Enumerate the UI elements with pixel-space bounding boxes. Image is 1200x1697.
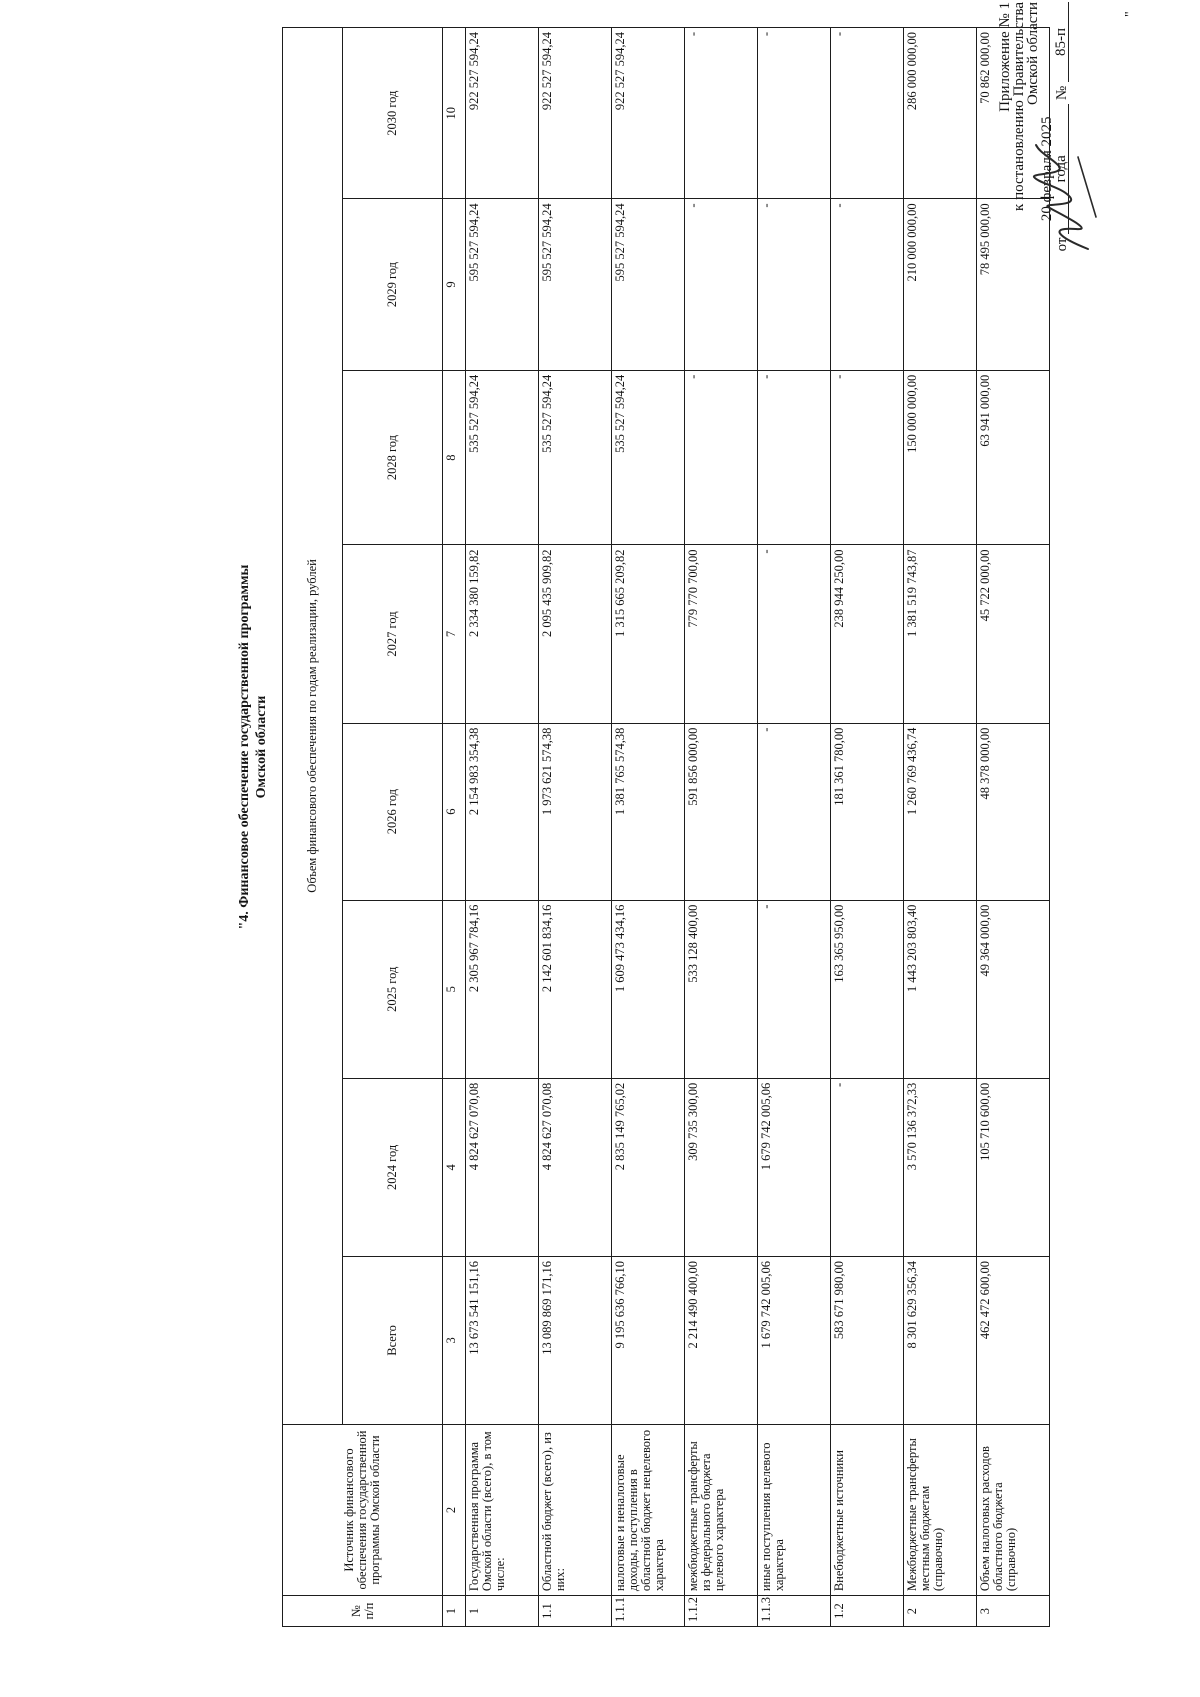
cell-value: 70 862 000,00 xyxy=(977,28,1050,199)
cell-value: 2 334 380 159,82 xyxy=(466,545,539,723)
cell-value: - xyxy=(685,370,758,545)
header-year: 2028 год xyxy=(343,370,443,545)
cell-value: 1 260 769 436,74 xyxy=(904,723,977,900)
column-number: 4 xyxy=(443,1078,466,1256)
cell-value: - xyxy=(831,1078,904,1256)
appendix-label: Приложение № 1 xyxy=(997,2,1013,112)
page-title xyxy=(236,397,270,1097)
cell-value: 1 443 203 803,40 xyxy=(904,900,977,1078)
cell-value: 2 835 149 765,02 xyxy=(612,1078,685,1256)
cell-value: - xyxy=(758,199,831,370)
row-source: иные поступления целевого характера xyxy=(758,1424,831,1595)
row-source: межбюджетные трансферты из федерального бюджета целевого характера xyxy=(685,1424,758,1595)
cell-value: 2 142 601 834,16 xyxy=(539,900,612,1078)
title-line-2: Омской области xyxy=(254,695,269,799)
cell-value: 535 527 594,24 xyxy=(539,370,612,545)
column-number: 9 xyxy=(443,199,466,370)
table-row xyxy=(539,28,612,1627)
column-number-row xyxy=(443,28,466,1627)
column-number: 1 xyxy=(443,1596,466,1627)
row-source: Внебюджетные источники xyxy=(831,1424,904,1595)
cell-value: 238 944 250,00 xyxy=(831,545,904,723)
table-row xyxy=(758,28,831,1627)
table-row xyxy=(612,28,685,1627)
cell-value: 595 527 594,24 xyxy=(612,199,685,370)
cell-value: 309 735 300,00 xyxy=(685,1078,758,1256)
cell-value: 535 527 594,24 xyxy=(612,370,685,545)
header-year: 2025 год xyxy=(343,900,443,1078)
column-number: 8 xyxy=(443,370,466,545)
cell-value: 8 301 629 356,34 xyxy=(904,1256,977,1424)
cell-value: 533 128 400,00 xyxy=(685,900,758,1078)
row-source: Межбюджетные трансферты местным бюджетам (справочно) xyxy=(904,1424,977,1595)
cell-value: 49 364 000,00 xyxy=(977,900,1050,1078)
cell-value: 210 000 000,00 xyxy=(904,199,977,370)
header-group: Объем финансового обеспечения по годам реализации, рублей xyxy=(283,28,343,1425)
cell-value: 1 381 765 574,38 xyxy=(612,723,685,900)
header-number: № п/п xyxy=(283,1596,443,1627)
cell-value: 181 361 780,00 xyxy=(831,723,904,900)
cell-value: 63 941 000,00 xyxy=(977,370,1050,545)
date-prefix: от xyxy=(1054,237,1070,252)
cell-value: 286 000 000,00 xyxy=(904,28,977,199)
row-number: 1.1.2 xyxy=(685,1596,758,1627)
cell-value: 2 154 983 354,38 xyxy=(466,723,539,900)
cell-value: 9 195 636 766,10 xyxy=(612,1256,685,1424)
header-source: Источник финансового обеспечения государственной программы Омской области xyxy=(283,1424,443,1595)
cell-value: 48 378 000,00 xyxy=(977,723,1050,900)
row-number: 1 xyxy=(466,1596,539,1627)
cell-value: 13 673 541 151,16 xyxy=(466,1256,539,1424)
cell-value: - xyxy=(758,723,831,900)
cell-value: 595 527 594,24 xyxy=(539,199,612,370)
resolution-date: 20 февраля 2025 года xyxy=(1040,104,1069,234)
number-prefix: № xyxy=(1054,85,1070,101)
title-line-1: "4. Финансовое обеспечение государственной программы xyxy=(237,564,252,930)
row-number: 3 xyxy=(977,1596,1050,1627)
cell-value: - xyxy=(831,199,904,370)
resolution-label: к постановлению Правительства Омской области xyxy=(1011,2,1041,211)
cell-value: 591 856 000,00 xyxy=(685,723,758,900)
column-number: 10 xyxy=(443,28,466,199)
column-number: 5 xyxy=(443,900,466,1078)
row-source: Государственная программа Омской области (всего), в том числе: xyxy=(466,1424,539,1595)
cell-value: - xyxy=(758,545,831,723)
cell-value: 45 722 000,00 xyxy=(977,545,1050,723)
header-year: 2024 год xyxy=(343,1078,443,1256)
cell-value: 4 824 627 070,08 xyxy=(466,1078,539,1256)
header-year: 2026 год xyxy=(343,723,443,900)
cell-value: 2 214 490 400,00 xyxy=(685,1256,758,1424)
cell-value: - xyxy=(831,28,904,199)
table-row xyxy=(977,28,1050,1627)
table-row xyxy=(466,28,539,1627)
column-number: 6 xyxy=(443,723,466,900)
row-number: 1.1.3 xyxy=(758,1596,831,1627)
cell-value: 163 365 950,00 xyxy=(831,900,904,1078)
cell-value: 105 710 600,00 xyxy=(977,1078,1050,1256)
cell-value: 922 527 594,24 xyxy=(539,28,612,199)
cell-value: 4 824 627 070,08 xyxy=(539,1078,612,1256)
cell-value: 595 527 594,24 xyxy=(466,199,539,370)
cell-value: 1 381 519 743,87 xyxy=(904,545,977,723)
table-row xyxy=(831,28,904,1627)
row-number: 1.1 xyxy=(539,1596,612,1627)
column-number: 7 xyxy=(443,545,466,723)
cell-value: 583 671 980,00 xyxy=(831,1256,904,1424)
cell-value: 535 527 594,24 xyxy=(466,370,539,545)
cell-value: 1 609 473 434,16 xyxy=(612,900,685,1078)
cell-value: 1 315 665 209,82 xyxy=(612,545,685,723)
cell-value: - xyxy=(758,28,831,199)
cell-value: 1 679 742 005,06 xyxy=(758,1078,831,1256)
cell-value: 1 973 621 574,38 xyxy=(539,723,612,900)
row-number: 1.2 xyxy=(831,1596,904,1627)
cell-value: 3 570 136 372,33 xyxy=(904,1078,977,1256)
cell-value: 78 495 000,00 xyxy=(977,199,1050,370)
table-row xyxy=(904,28,977,1627)
cell-value: 2 095 435 909,82 xyxy=(539,545,612,723)
table-header-row-2 xyxy=(343,28,443,1627)
table-header-row-1 xyxy=(283,28,343,1627)
header-year: Всего xyxy=(343,1256,443,1424)
row-number: 2 xyxy=(904,1596,977,1627)
cell-value: - xyxy=(685,199,758,370)
cell-value: - xyxy=(758,900,831,1078)
row-number: 1.1.1 xyxy=(612,1596,685,1627)
row-source: Областной бюджет (всего), из них: xyxy=(539,1424,612,1595)
cell-value: - xyxy=(831,370,904,545)
table-row xyxy=(685,28,758,1627)
cell-value: 13 089 869 171,16 xyxy=(539,1256,612,1424)
cell-value: 922 527 594,24 xyxy=(466,28,539,199)
column-number: 2 xyxy=(443,1424,466,1595)
row-source: налоговые и неналоговые доходы, поступления в областной бюджет нецелевого характера xyxy=(612,1424,685,1595)
cell-value: - xyxy=(685,28,758,199)
header-year: 2027 год xyxy=(343,545,443,723)
cell-value: 922 527 594,24 xyxy=(612,28,685,199)
header-year: 2029 год xyxy=(343,199,443,370)
signature-icon xyxy=(1018,137,1108,257)
column-number: 3 xyxy=(443,1256,466,1424)
closing-quote: " xyxy=(1123,11,1138,17)
header-year: 2030 год xyxy=(343,28,443,199)
row-source: Объем налоговых расходов областного бюджета (справочно) xyxy=(977,1424,1050,1595)
cell-value: 1 679 742 005,06 xyxy=(758,1256,831,1424)
resolution-number: 85-п xyxy=(1054,2,1069,82)
cell-value: 150 000 000,00 xyxy=(904,370,977,545)
cell-value: 2 305 967 784,16 xyxy=(466,900,539,1078)
cell-value: 462 472 600,00 xyxy=(977,1256,1050,1424)
cell-value: 779 770 700,00 xyxy=(685,545,758,723)
cell-value: - xyxy=(758,370,831,545)
financing-table xyxy=(282,27,1050,1627)
